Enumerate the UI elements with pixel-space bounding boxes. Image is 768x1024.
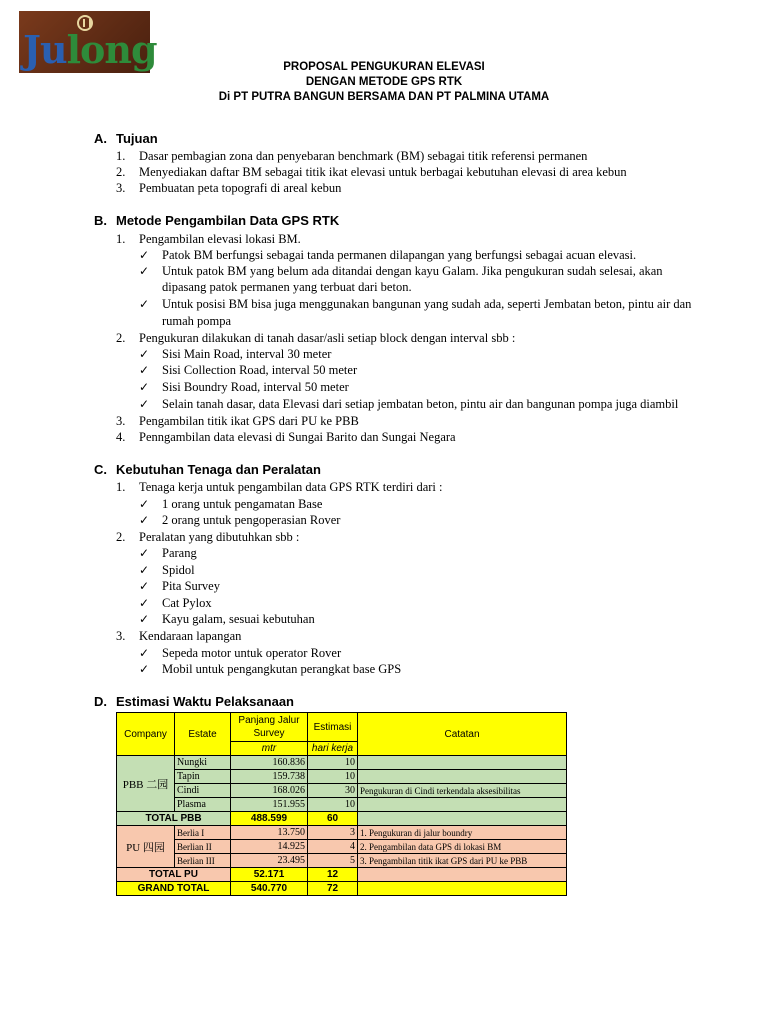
c-item-2: Peralatan yang dibutuhkan sbb : [139,530,300,544]
b-item-1b-cont: dipasang patok permanen yang terbuat dari beton. [162,280,412,294]
check-icon: ✓ [139,513,150,527]
table-row [117,784,567,798]
header-panjang-jalur: Panjang Jalur Survey [231,713,308,742]
check-icon: ✓ [139,248,150,262]
header-company: Company [117,713,175,756]
c-item-2-number: 2. [116,530,126,544]
check-icon: ✓ [139,563,150,577]
a-item-1: Dasar pembagian zona dan penyebaran benchmark (BM) sebagai titik referensi permanen [139,149,588,163]
b-item-1c-cont: rumah pompa [162,314,232,328]
check-icon: ✓ [139,662,150,676]
days-cell: 10 [308,756,358,770]
length-cell: 14.925 [231,840,308,854]
days-cell: 4 [308,840,358,854]
check-icon: ✓ [139,497,150,511]
days-cell: 10 [308,798,358,812]
section-c-heading: C. Kebutuhan Tenaga dan Peralatan [94,462,321,477]
b-item-2c: Sisi Boundry Road, interval 50 meter [162,380,349,394]
check-icon: ✓ [139,297,150,311]
estate-cell: Plasma [175,798,231,812]
estate-cell: Nungki [175,756,231,770]
estate-cell: Berlia I [175,826,231,840]
unit-hari-kerja: hari kerja [308,742,358,756]
b-item-2: Pengukuran dilakukan di tanah dasar/asli setiap block dengan interval sbb : [139,331,516,345]
section-a-heading: A. Tujuan [94,131,158,146]
c-item-2d: Cat Pylox [162,596,212,610]
check-icon: ✓ [139,363,150,377]
b-item-2b: Sisi Collection Road, interval 50 meter [162,363,358,377]
table-row [117,798,567,812]
table-row [117,756,567,770]
grand-total-label: GRAND TOTAL [117,882,231,896]
total-pbb-days: 60 [308,812,358,826]
days-cell: 30 [308,784,358,798]
length-cell: 151.955 [231,798,308,812]
check-icon: ✓ [139,646,150,660]
estate-cell: Cindi [175,784,231,798]
days-cell: 5 [308,854,358,868]
logo-wordmark: Julong [23,27,157,72]
grand-total-length: 540.770 [231,882,308,896]
c-item-1-number: 1. [116,480,126,494]
grand-total-row [117,882,567,896]
b-item-4-number: 4. [116,430,126,444]
c-item-3-number: 3. [116,629,126,643]
company-pbb: PBB 二园 [117,756,175,812]
grand-total-days: 72 [308,882,358,896]
check-icon: ✓ [139,397,150,411]
note-cell: Pengukuran di Cindi terkendala aksesibilitas [358,784,567,798]
a-item-2: Menyediakan daftar BM sebagai titik ikat elevasi untuk berbagai kebutuhan elevasi di area kebun [139,165,627,179]
check-icon: ✓ [139,380,150,394]
estate-cell: Berlian III [175,854,231,868]
check-icon: ✓ [139,579,150,593]
check-icon: ✓ [139,596,150,610]
estate-cell: Berlian II [175,840,231,854]
a-item-3-number: 3. [116,181,126,195]
b-item-1b: Untuk patok BM yang belum ada ditandai dengan kayu Galam. Jika pengukuran sudah selesai, akan [162,264,663,278]
estimation-table [116,712,567,896]
length-cell: 160.836 [231,756,308,770]
unit-mtr: mtr [231,742,308,756]
length-cell: 159.738 [231,770,308,784]
check-icon: ✓ [139,612,150,626]
c-item-3a: Sepeda motor untuk operator Rover [162,646,342,660]
b-item-3-number: 3. [116,414,126,428]
title-line-1: PROPOSAL PENGUKURAN ELEVASI [283,61,485,73]
b-item-2d: Selain tanah dasar, data Elevasi dari setiap jembatan beton, pintu air dan bangunan pompa juga diambil [162,397,679,411]
table-row [117,770,567,784]
total-pbb-row [117,812,567,826]
c-item-1: Tenaga kerja untuk pengambilan data GPS RTK terdiri dari : [139,480,443,494]
total-pbb-note [358,812,567,826]
c-item-2c: Pita Survey [162,579,220,593]
table-row [117,854,567,868]
total-pu-days: 12 [308,868,358,882]
note-cell [358,756,567,770]
length-cell: 13.750 [231,826,308,840]
b-item-4: Penngambilan data elevasi di Sungai Barito dan Sungai Negara [139,430,456,444]
check-icon: ✓ [139,264,150,278]
table-row [117,840,567,854]
total-pbb-label: TOTAL PBB [117,812,231,826]
a-item-1-number: 1. [116,149,126,163]
note-cell [358,770,567,784]
c-item-3b: Mobil untuk pengangkutan perangkat base GPS [162,662,402,676]
b-item-2a: Sisi Main Road, interval 30 meter [162,347,332,361]
c-item-2e: Kayu galam, sesuai kebutuhan [162,612,315,626]
c-item-1a: 1 orang untuk pengamatan Base [162,497,323,511]
total-pu-length: 52.171 [231,868,308,882]
b-item-1c: Untuk posisi BM bisa juga menggunakan bangunan yang sudah ada, seperti Jembatan beton, pintu air dan [162,297,692,311]
check-icon: ✓ [139,546,150,560]
a-item-2-number: 2. [116,165,126,179]
section-d-heading: D. Estimasi Waktu Pelaksanaan [94,694,294,709]
company-pu: PU 四园 [117,826,175,868]
note-cell: 1. Pengukuran di jalur boundry [358,826,567,840]
grand-total-note [358,882,567,896]
a-item-3: Pembuatan peta topografi di areal kebun [139,181,342,195]
c-item-2b: Spidol [162,563,195,577]
c-item-2a: Parang [162,546,197,560]
note-cell: 3. Pengambilan titik ikat GPS dari PU ke PBB [358,854,567,868]
c-item-3: Kendaraan lapangan [139,629,242,643]
length-cell: 168.026 [231,784,308,798]
title-line-2: DENGAN METODE GPS RTK [305,76,463,88]
b-item-1a: Patok BM berfungsi sebagai tanda permanen dilapangan yang berfungsi sebagai acuan elevasi. [162,248,637,262]
total-pbb-length: 488.599 [231,812,308,826]
days-cell: 10 [308,770,358,784]
note-cell [358,798,567,812]
length-cell: 23.495 [231,854,308,868]
table-row [117,826,567,840]
title-line-3: Di PT PUTRA BANGUN BERSAMA DAN PT PALMINA UTAMA [218,91,550,103]
header-estimasi: Estimasi [308,713,358,742]
header-estate: Estate [175,713,231,756]
section-b-heading: B. Metode Pengambilan Data GPS RTK [94,213,340,228]
days-cell: 3 [308,826,358,840]
b-item-1: Pengambilan elevasi lokasi BM. [139,232,301,246]
check-icon: ✓ [139,347,150,361]
total-pu-label: TOTAL PU [117,868,231,882]
b-item-3: Pengambilan titik ikat GPS dari PU ke PBB [139,414,359,428]
estate-cell: Tapin [175,770,231,784]
c-item-1b: 2 orang untuk pengoperasian Rover [162,513,341,527]
b-item-1-number: 1. [116,232,126,246]
total-pu-note [358,868,567,882]
b-item-2-number: 2. [116,331,126,345]
total-pu-row [117,868,567,882]
note-cell: 2. Pengambilan data GPS di lokasi BM [358,840,567,854]
header-catatan: Catatan [358,713,567,756]
